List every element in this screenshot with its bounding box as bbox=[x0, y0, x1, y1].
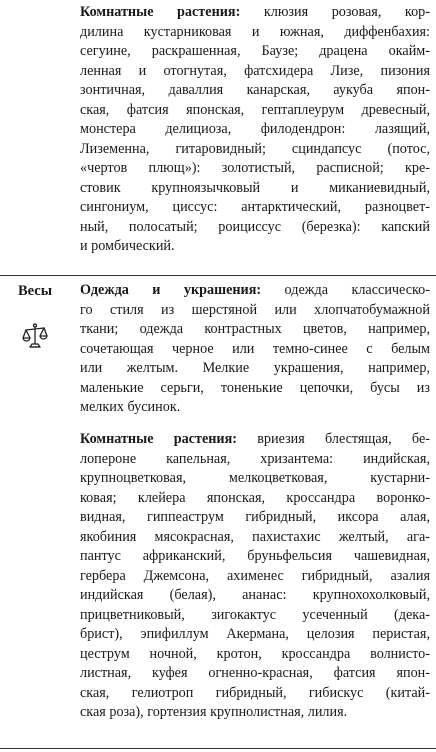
text-line: «чертов плющ»): золотистый, расписной; кре- bbox=[80, 160, 430, 176]
text-line: зонтичная, даваллия канарская, аукуба япон- bbox=[80, 82, 430, 98]
clothing-heading: Одежда и украшения: bbox=[80, 282, 262, 298]
libra-scales-icon bbox=[22, 322, 48, 350]
text-line: брист), эпифиллум Акермана, целозия перистая, bbox=[80, 626, 430, 642]
text-line: пантус африканский, бруньфельсия чашевидная, bbox=[80, 548, 430, 564]
text-line: ская роза), гортензия крупнолистная, лилия. bbox=[80, 704, 348, 720]
text-line: мелких бусинок. bbox=[80, 399, 181, 415]
text-line: Одежда и украшения: одежда классическо- bbox=[80, 282, 430, 298]
bottom-divider bbox=[0, 748, 436, 749]
plants-heading: Комнатные растения: bbox=[80, 431, 237, 447]
text-line: гербера Джемсона, ахименес гибридный, азалия bbox=[80, 567, 430, 584]
text-line: листная, куфея огненно-красная, фатсия япон- bbox=[80, 665, 430, 681]
text-line: ленная и отогнутая, фатсхидера Лизе, пизония bbox=[80, 62, 430, 79]
text-line: ный, полосатый; роициссус (березка): капский bbox=[80, 218, 430, 235]
text-line: якобиния мясокрасная, пахистахис желтый, ага- bbox=[80, 528, 430, 545]
top-plants-heading: Комнатные растения: bbox=[80, 4, 241, 20]
text-line: цеструм ночной, кротон, кроссандра волнисто- bbox=[80, 645, 430, 662]
text-line: ская, фатсия японская, гептаплеурум древесный, bbox=[80, 101, 430, 118]
clothing-paragraph bbox=[80, 281, 430, 418]
text-line: видная, гиппеаструм гибридный, иксора алая, bbox=[80, 509, 430, 525]
text-line: ткани; одежда контрастных цветов, например, bbox=[80, 321, 430, 337]
text-line: ковая; клейера японская, кроссандра воронко- bbox=[80, 489, 430, 506]
top-plants-paragraph bbox=[80, 3, 430, 257]
text-line: маленькие серьги, тоненькие цепочки, бусы из bbox=[80, 379, 430, 396]
text-line: сегуине, раскрашенная, Баузе; драцена окайм- bbox=[80, 43, 430, 59]
text-line: Комнатные растения: клюзия розовая, кор- bbox=[80, 4, 430, 20]
text-line: и ромбический. bbox=[80, 238, 175, 254]
text-line: прицветниковый, зигокактус усеченный (дека- bbox=[80, 606, 430, 623]
text-line: Комнатные растения: вриезия блестящая, бе- bbox=[80, 431, 430, 447]
text-line: или желтым. Мелкие украшения, например, bbox=[80, 360, 430, 376]
text-line: крупноцветковая, мелкоцветковая, кустарни- bbox=[80, 470, 430, 486]
text-line: стовик крупноязычковый и миканиевидный, bbox=[80, 179, 430, 196]
section-divider bbox=[0, 275, 436, 276]
text-line: Лиземенна, гитаровидный; сциндапсус (потос, bbox=[80, 140, 430, 157]
zodiac-sign-label: Весы bbox=[18, 283, 53, 299]
text-line: го стиля из шерстяной или хлопчатобумажной bbox=[80, 301, 430, 318]
text-line: индийская (белая), ананас: крупнохохолковый, bbox=[80, 587, 430, 603]
text-line: ская, гелиотроп гибридный, гибискус (китай- bbox=[80, 684, 430, 701]
text-line: сингониум, циссус: антарктический, разноцвет- bbox=[80, 199, 430, 215]
text-line: дилина кустарниковая и южная, диффенбахия: bbox=[80, 23, 430, 40]
plants-paragraph bbox=[80, 430, 430, 723]
text-line: сочетающая черное или темно-синее с белым bbox=[80, 340, 430, 357]
text-line: лопероне капельная, хризантема: индийская, bbox=[80, 450, 430, 467]
text-line: монстера делициоза, филодендрон: лазящий, bbox=[80, 121, 430, 137]
